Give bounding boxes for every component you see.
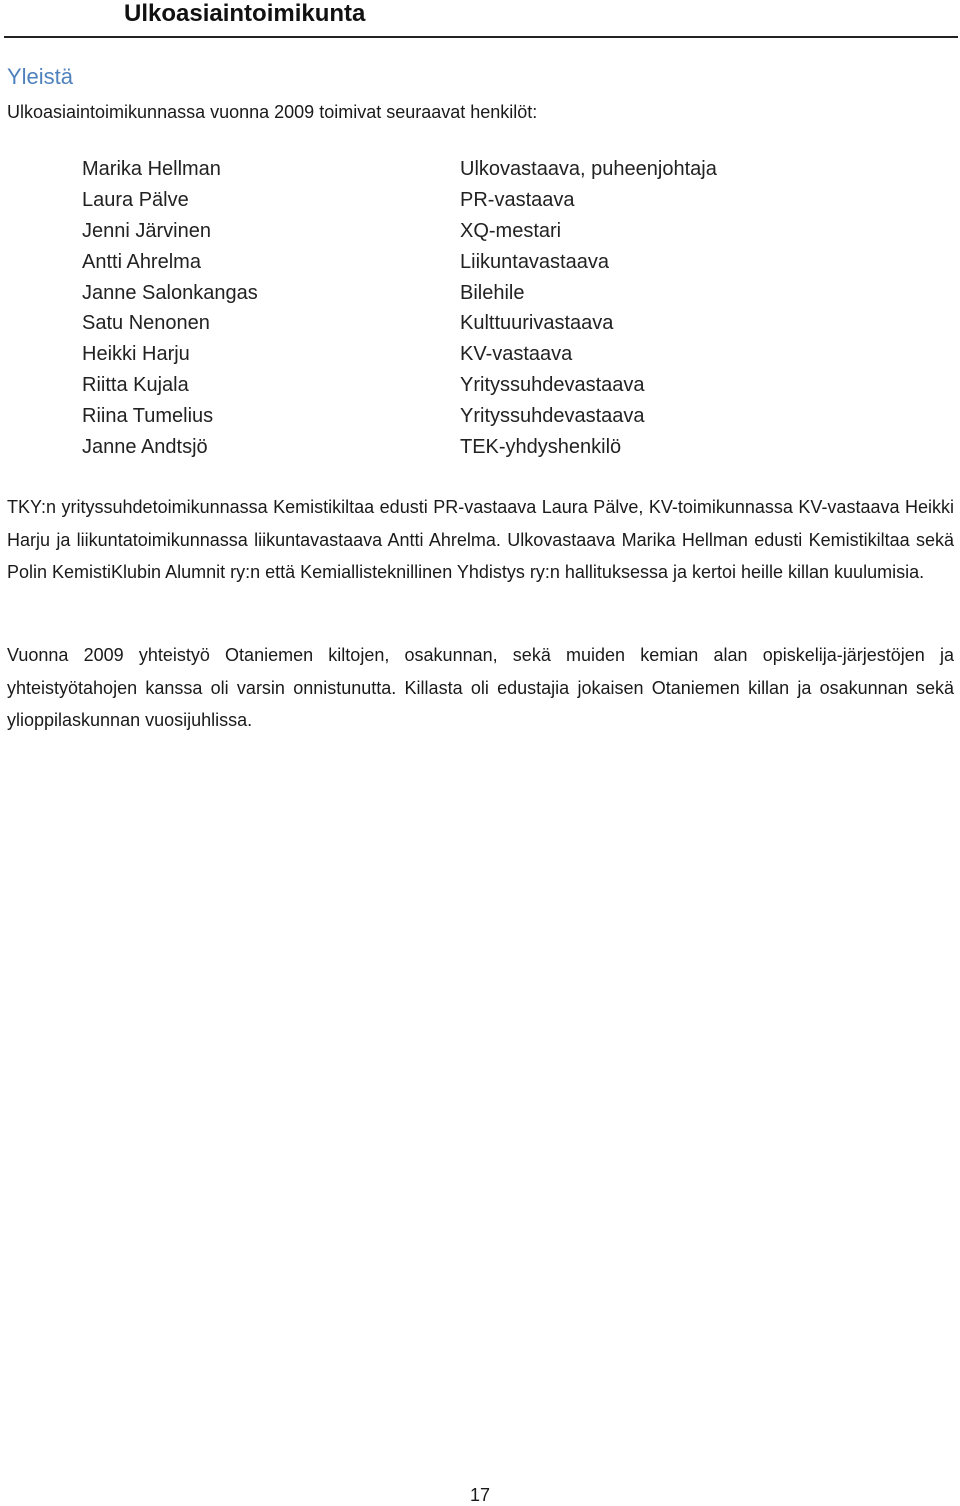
member-row	[82, 339, 882, 370]
page-title: Ulkoasiaintoimikunta	[124, 0, 366, 27]
member-role: Kulttuurivastaava	[460, 312, 614, 335]
member-row	[82, 154, 882, 185]
member-row	[82, 370, 882, 401]
title-divider	[4, 36, 958, 38]
member-role: Yrityssuhdevastaava	[460, 404, 645, 427]
member-row	[82, 308, 882, 339]
member-name: Satu Nenonen	[82, 312, 210, 335]
member-role: Yrityssuhdevastaava	[460, 373, 645, 396]
member-role: XQ-mestari	[460, 219, 562, 242]
member-role: Liikuntavastaava	[460, 250, 609, 273]
member-row	[82, 185, 882, 216]
member-row	[82, 431, 882, 462]
member-name: Janne Salonkangas	[82, 281, 258, 304]
member-row	[82, 277, 882, 308]
member-list	[82, 154, 882, 462]
page-number: 17	[469, 1485, 491, 1505]
member-role: Bilehile	[460, 281, 525, 304]
member-name: Janne Andtsjö	[82, 435, 208, 458]
member-role: KV-vastaava	[460, 343, 573, 366]
member-row	[82, 216, 882, 247]
section-heading: Yleistä	[7, 64, 74, 89]
member-name: Marika Hellman	[82, 158, 221, 181]
member-role: TEK-yhdyshenkilö	[460, 435, 622, 458]
member-row	[82, 246, 882, 277]
member-row	[82, 400, 882, 431]
body-paragraph-representation: TKY:n yrityssuhdetoimikunnassa Kemistikiltaa edusti PR-vastaava Laura Pälve, KV-toimikunnassa KV-vastaava Heikki Harju ja liikuntatoimikunnassa liikuntavastaava Antti Ahrelma. Ulkovastaava Marika Hellman edusti Kemistikiltaa sekä Polin KemistiKlubin Alumnit ry:n että Kemiallisteknillinen Yhdistys ry:n hallituksessa ja kertoi heille killan kuulumisia.	[7, 497, 954, 582]
member-name: Laura Pälve	[82, 189, 189, 212]
member-role: Ulkovastaava, puheenjohtaja	[460, 158, 717, 181]
intro-text: Ulkoasiaintoimikunnassa vuonna 2009 toimivat seuraavat henkilöt:	[7, 102, 538, 122]
member-name: Heikki Harju	[82, 343, 190, 366]
member-name: Riitta Kujala	[82, 373, 189, 396]
member-name: Jenni Järvinen	[82, 219, 211, 242]
member-name: Antti Ahrelma	[82, 250, 201, 273]
body-paragraph-cooperation: Vuonna 2009 yhteistyö Otaniemen kiltojen, osakunnan, sekä muiden kemian alan opiskelija-järjestöjen ja yhteistyötahojen kanssa oli varsin onnistunutta. Killasta oli edustajia jokaisen Otaniemen killan ja osakunnan sekä ylioppilaskunnan vuosijuhlissa.	[7, 645, 954, 730]
member-role: PR-vastaava	[460, 189, 575, 212]
member-name: Riina Tumelius	[82, 404, 214, 427]
